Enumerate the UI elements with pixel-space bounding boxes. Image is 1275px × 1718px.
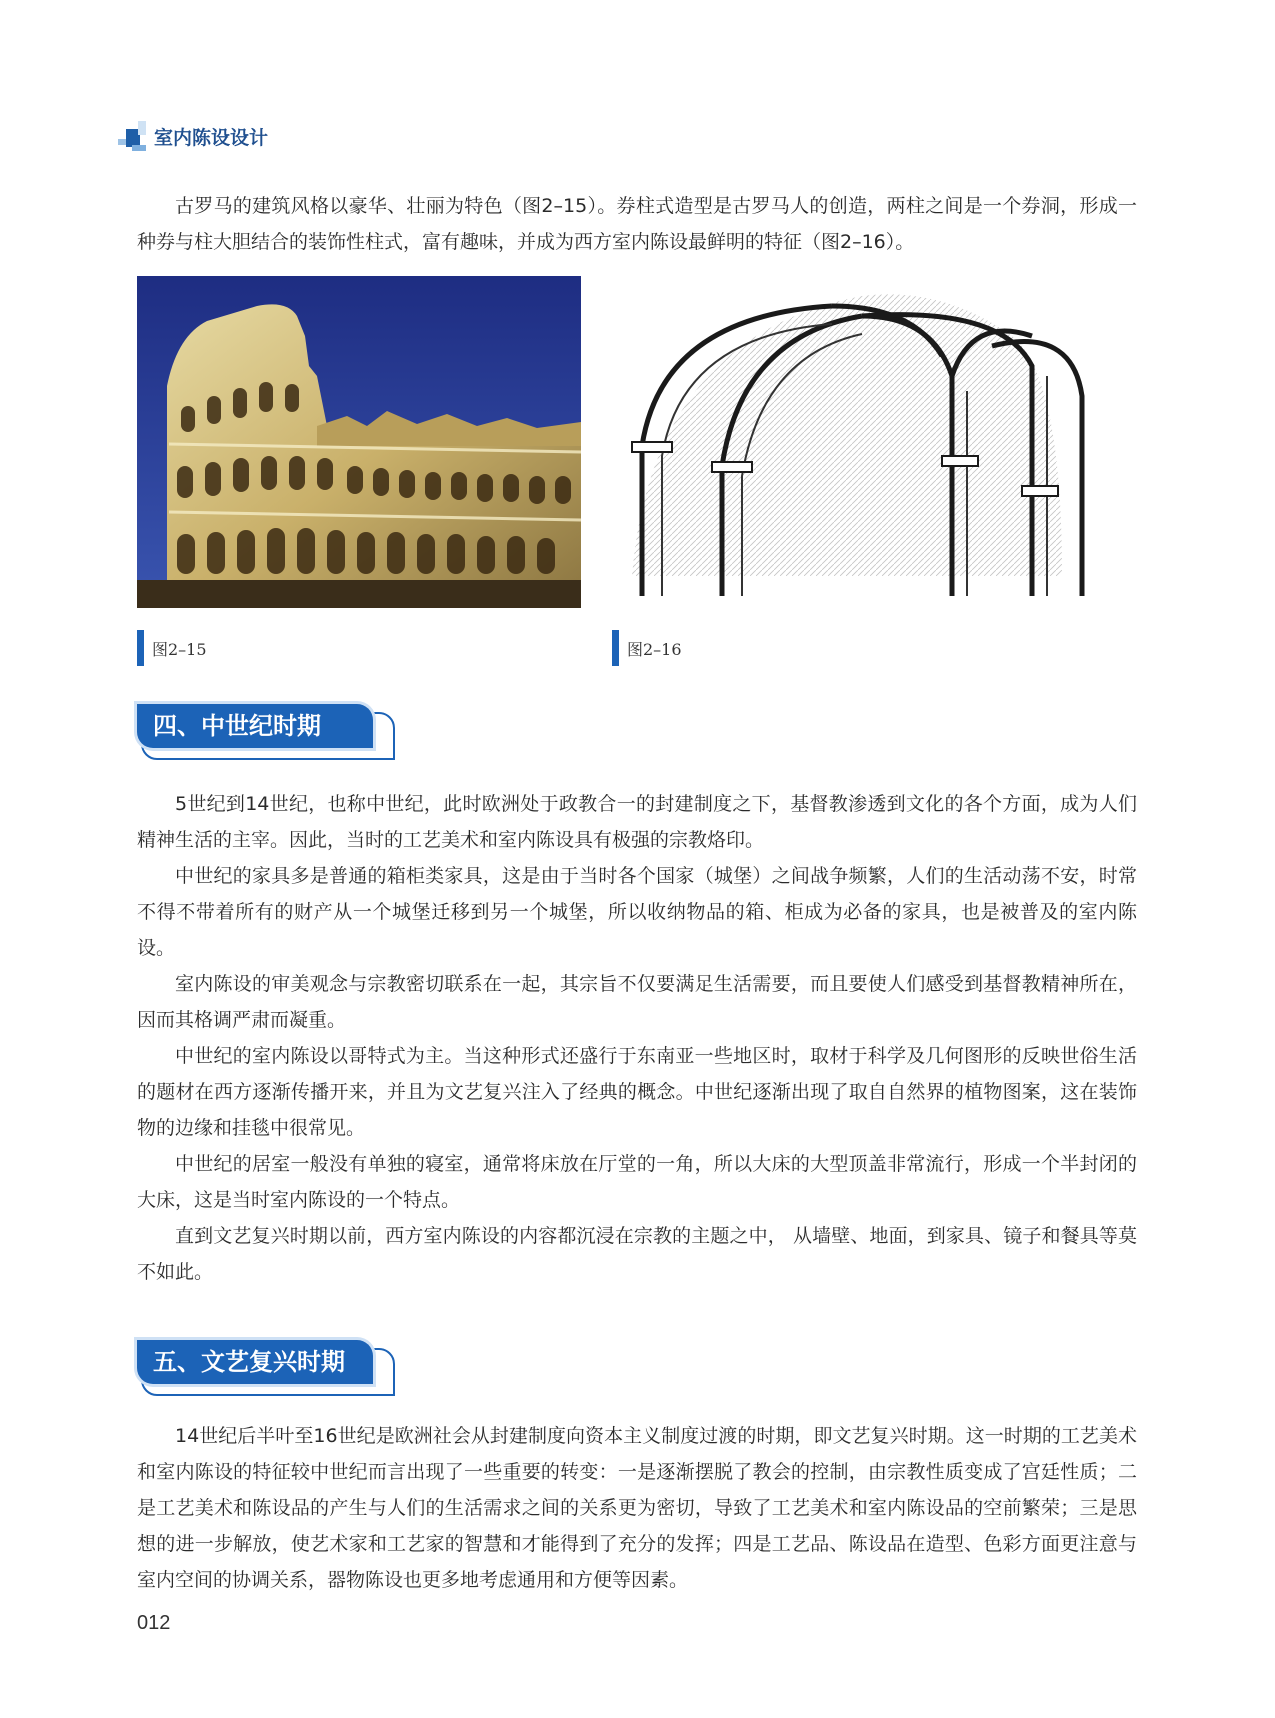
paragraph: 中世纪的居室一般没有单独的寝室，通常将床放在厅堂的一角，所以大床的大型顶盖非常流行，形成一个半封闭的大床，这是当时室内陈设的一个特点。: [137, 1153, 1137, 1211]
figure-caption-2-15: [137, 630, 207, 666]
figure-caption-2-16: [612, 630, 682, 666]
section-title: 四、中世纪时期: [153, 712, 321, 740]
paragraph: 中世纪的家具多是普通的箱柜类家具，这是由于当时各个国家（城堡）之间战争频繁，人们的生活动荡不安，时常不得不带着所有的财产从一个城堡迁移到另一个城堡，所以收纳物品的箱、柜成为必备的家具，也是被普及的室内陈设。: [137, 865, 1137, 959]
paragraph: 室内陈设的审美观念与宗教密切联系在一起，其宗旨不仅要满足生活需要，而且要使人们感受到基督教精神所在，因而其格调严肃而凝重。: [137, 973, 1137, 1031]
paragraph: 5世纪到14世纪，也称中世纪，此时欧洲处于政教合一的封建制度之下，基督教渗透到文化的各个方面，成为人们精神生活的主宰。因此，当时的工艺美术和室内陈设具有极强的宗教烙印。: [137, 793, 1137, 851]
section-heading-renaissance: [137, 1334, 397, 1398]
running-header: [118, 118, 268, 154]
book-title: 室内陈设设计: [154, 126, 269, 149]
blue-squares-logo-icon: [118, 119, 148, 153]
vaulted-arch-engraving: [612, 276, 1090, 608]
caption-text: 图2–15: [152, 639, 207, 659]
intro-paragraph: 古罗马的建筑风格以豪华、壮丽为特色（图2–15）。券柱式造型是古罗马人的创造，两柱之间是一个券洞，形成一种券与柱大胆结合的装饰性柱式，富有趣味，并成为西方室内陈设最鲜明的特征（图2–16）。: [137, 195, 1137, 253]
caption-marker: [137, 630, 144, 666]
caption-text: 图2–16: [627, 639, 682, 659]
section-heading-medieval: [137, 698, 397, 762]
paragraph: 直到文艺复兴时期以前，西方室内陈设的内容都沉浸在宗教的主题之中， 从墙壁、地面，到家具、镜子和餐具等莫不如此。: [137, 1225, 1137, 1283]
paragraph: 中世纪的室内陈设以哥特式为主。当这种形式还盛行于东南亚一些地区时，取材于科学及几何图形的反映世俗生活的题材在西方逐渐传播开来，并且为文艺复兴注入了经典的概念。中世纪逐渐出现了取自自然界的植物图案，这在装饰物的边缘和挂毯中很常见。: [137, 1045, 1137, 1139]
paragraph: 14世纪后半叶至16世纪是欧洲社会从封建制度向资本主义制度过渡的时期，即文艺复兴时期。这一时期的工艺美术和室内陈设的特征较中世纪而言出现了一些重要的转变：一是逐渐摆脱了教会的控制，由宗教性质变成了宫廷性质；二是工艺美术和陈设品的产生与人们的生活需求之间的关系更为密切，导致了工艺美术和室内陈设品的空前繁荣；三是思想的进一步解放，使艺术家和工艺家的智慧和才能得到了充分的发挥；四是工艺品、陈设品在造型、色彩方面更注意与室内空间的协调关系，器物陈设也更多地考虑通用和方便等因素。: [137, 1425, 1137, 1591]
caption-marker: [612, 630, 619, 666]
page-number: 012: [137, 1612, 171, 1634]
colosseum-photo: [137, 276, 581, 608]
section-title: 五、文艺复兴时期: [153, 1348, 345, 1376]
